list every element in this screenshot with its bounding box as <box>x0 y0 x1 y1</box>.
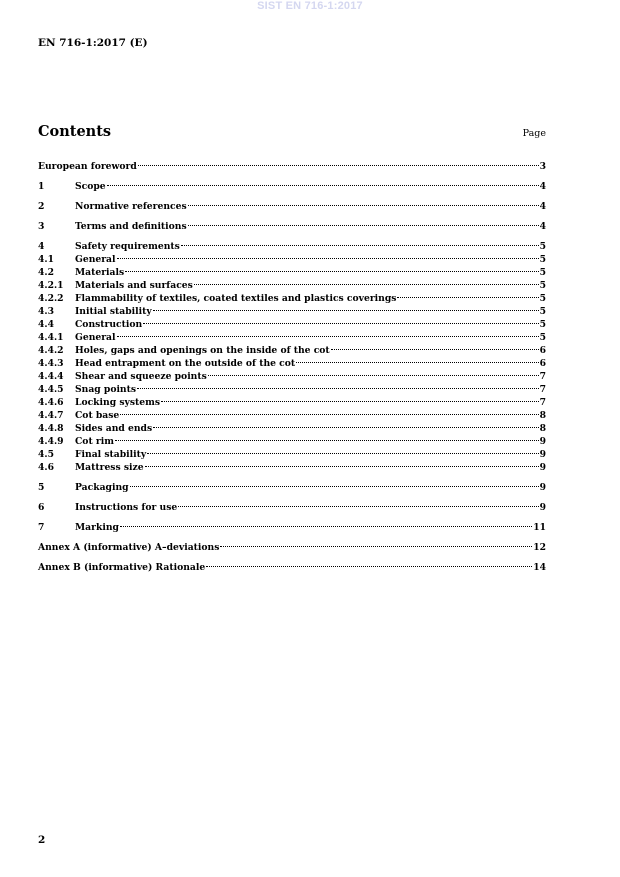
toc-entry-page: 9 <box>539 502 546 513</box>
toc-entry-page: 9 <box>539 436 546 447</box>
toc-dot-leader <box>117 327 539 340</box>
toc-dot-leader <box>117 249 539 262</box>
toc-entry-number: 4.4 <box>38 319 54 330</box>
toc-entry-page: 7 <box>539 371 546 382</box>
toc-dot-leader <box>153 418 538 431</box>
toc-entry-number: 4.4.8 <box>38 423 64 434</box>
toc-entry-title: Construction <box>75 319 143 330</box>
toc-entry[interactable] <box>38 216 546 232</box>
toc-entry-title: Locking systems <box>75 397 161 408</box>
toc-dot-leader <box>161 392 539 405</box>
toc-entry-number: 4.4.6 <box>38 397 64 408</box>
toc-entry-title: Marking <box>75 522 119 533</box>
toc-entry-number: 4.2 <box>38 267 54 278</box>
toc-entry-number: 4.2.2 <box>38 293 64 304</box>
toc-entry-number: 4.5 <box>38 449 54 460</box>
toc-entry-number: 1 <box>38 181 45 192</box>
toc-entry-page: 14 <box>533 562 546 573</box>
toc-entry-number: 3 <box>38 221 45 232</box>
toc-entry-page: 4 <box>539 201 546 212</box>
toc-entry-title: Annex B (informative) Rationale <box>38 562 206 573</box>
toc-entry-title: Cot base <box>75 410 120 421</box>
toc-dot-leader <box>194 275 539 288</box>
toc-dot-leader <box>137 379 539 392</box>
toc-entry[interactable] <box>38 236 546 252</box>
toc-entry[interactable] <box>38 537 546 553</box>
toc-entry-page: 5 <box>539 332 546 343</box>
toc-entry-page: 11 <box>533 522 546 533</box>
toc-entry-title: Shear and squeeze points <box>75 371 207 382</box>
toc-entry-title: General <box>75 332 116 343</box>
page-column-label: Page <box>522 128 546 139</box>
toc-entry-title: Snag points <box>75 384 137 395</box>
toc-entry-title: Normative references <box>75 201 187 212</box>
toc-entry-page: 5 <box>539 254 546 265</box>
toc-entry-title: Holes, gaps and openings on the inside of the cot <box>75 345 330 356</box>
toc-entry-title: European foreword <box>38 161 137 172</box>
toc-entry-page: 5 <box>539 280 546 291</box>
page-number: 2 <box>38 834 46 846</box>
toc-entry[interactable] <box>38 477 546 493</box>
toc-entry[interactable] <box>38 196 546 212</box>
toc-entry-title: Final stability <box>75 449 147 460</box>
toc-entry-title: General <box>75 254 116 265</box>
watermark: SIST EN 716-1:2017 <box>257 0 363 12</box>
toc-entry-title: Safety requirements <box>75 241 180 252</box>
toc-dot-leader <box>120 405 538 418</box>
toc-entry-title: Head entrapment on the outside of the cot <box>75 358 296 369</box>
toc-entry-number: 4.4.2 <box>38 345 64 356</box>
toc-dot-leader <box>145 457 539 470</box>
toc-entry-number: 4.4.7 <box>38 410 64 421</box>
toc-entry-page: 7 <box>539 397 546 408</box>
toc-entry[interactable] <box>38 497 546 513</box>
toc-entry-title: Flammability of textiles, coated textiles and plastics coverings <box>75 293 397 304</box>
toc-entry-page: 4 <box>539 221 546 232</box>
toc-dot-leader <box>220 537 532 550</box>
toc-entry-page: 8 <box>539 423 546 434</box>
contents-heading: Contents <box>38 123 112 140</box>
toc-dot-leader <box>296 353 538 366</box>
toc-entry-title: Initial stability <box>75 306 152 317</box>
toc-dot-leader <box>331 340 539 353</box>
toc-entry-page: 3 <box>539 161 546 172</box>
toc-entry-page: 4 <box>539 181 546 192</box>
toc-entry[interactable] <box>38 557 546 573</box>
toc-entry-page: 6 <box>539 345 546 356</box>
toc-entry-number: 4.4.3 <box>38 358 64 369</box>
toc-entry-number: 4.4.4 <box>38 371 64 382</box>
toc-dot-leader <box>130 477 539 490</box>
toc-entry-number: 4.1 <box>38 254 54 265</box>
toc-dot-leader <box>147 444 538 457</box>
toc-entry-page: 5 <box>539 293 546 304</box>
toc-entry-page: 9 <box>539 482 546 493</box>
toc-entry-title: Terms and definitions <box>75 221 187 232</box>
toc-dot-leader <box>181 236 539 249</box>
document-id-header: EN 716-1:2017 (E) <box>38 37 148 49</box>
toc-entry-page: 6 <box>539 358 546 369</box>
toc-entry-page: 7 <box>539 384 546 395</box>
toc-dot-leader <box>125 262 538 275</box>
toc-dot-leader <box>115 431 539 444</box>
toc-entry-number: 4.2.1 <box>38 280 64 291</box>
toc-entry-title: Mattress size <box>75 462 144 473</box>
toc-entry-page: 5 <box>539 241 546 252</box>
toc-dot-leader <box>206 557 532 570</box>
toc-entry-title: Materials <box>75 267 125 278</box>
toc-entry-title: Scope <box>75 181 106 192</box>
table-of-contents <box>38 156 546 573</box>
toc-entry-page: 5 <box>539 319 546 330</box>
toc-entry-page: 9 <box>539 449 546 460</box>
toc-dot-leader <box>188 216 539 229</box>
toc-entry-title: Instructions for use <box>75 502 178 513</box>
toc-entry-number: 2 <box>38 201 45 212</box>
toc-dot-leader <box>178 497 538 510</box>
toc-dot-leader <box>120 517 532 530</box>
toc-dot-leader <box>107 176 539 189</box>
toc-dot-leader <box>188 196 539 209</box>
toc-entry-number: 4 <box>38 241 45 252</box>
toc-entry[interactable] <box>38 431 546 447</box>
toc-dot-leader <box>208 366 539 379</box>
toc-dot-leader <box>138 156 539 169</box>
toc-entry-number: 6 <box>38 502 45 513</box>
toc-entry-title: Materials and surfaces <box>75 280 193 291</box>
toc-entry-number: 4.3 <box>38 306 54 317</box>
toc-entry-page: 9 <box>539 462 546 473</box>
toc-dot-leader <box>143 314 538 327</box>
toc-entry[interactable] <box>38 176 546 192</box>
toc-entry-page: 5 <box>539 267 546 278</box>
toc-entry-number: 5 <box>38 482 45 493</box>
toc-entry[interactable] <box>38 444 546 460</box>
toc-entry-number: 7 <box>38 522 45 533</box>
toc-entry-number: 4.4.1 <box>38 332 64 343</box>
toc-entry[interactable] <box>38 156 546 172</box>
toc-entry-number: 4.4.9 <box>38 436 64 447</box>
toc-entry-page: 8 <box>539 410 546 421</box>
toc-entry-title: Cot rim <box>75 436 114 447</box>
toc-dot-leader <box>397 288 538 301</box>
toc-entry-page: 12 <box>533 542 546 553</box>
toc-entry[interactable] <box>38 517 546 533</box>
toc-entry-page: 5 <box>539 306 546 317</box>
toc-entry-title: Packaging <box>75 482 129 493</box>
toc-dot-leader <box>153 301 539 314</box>
toc-entry-title: Sides and ends <box>75 423 153 434</box>
toc-entry-title: Annex A (informative) A–deviations <box>38 542 220 553</box>
toc-entry-number: 4.4.5 <box>38 384 64 395</box>
toc-entry-number: 4.6 <box>38 462 54 473</box>
